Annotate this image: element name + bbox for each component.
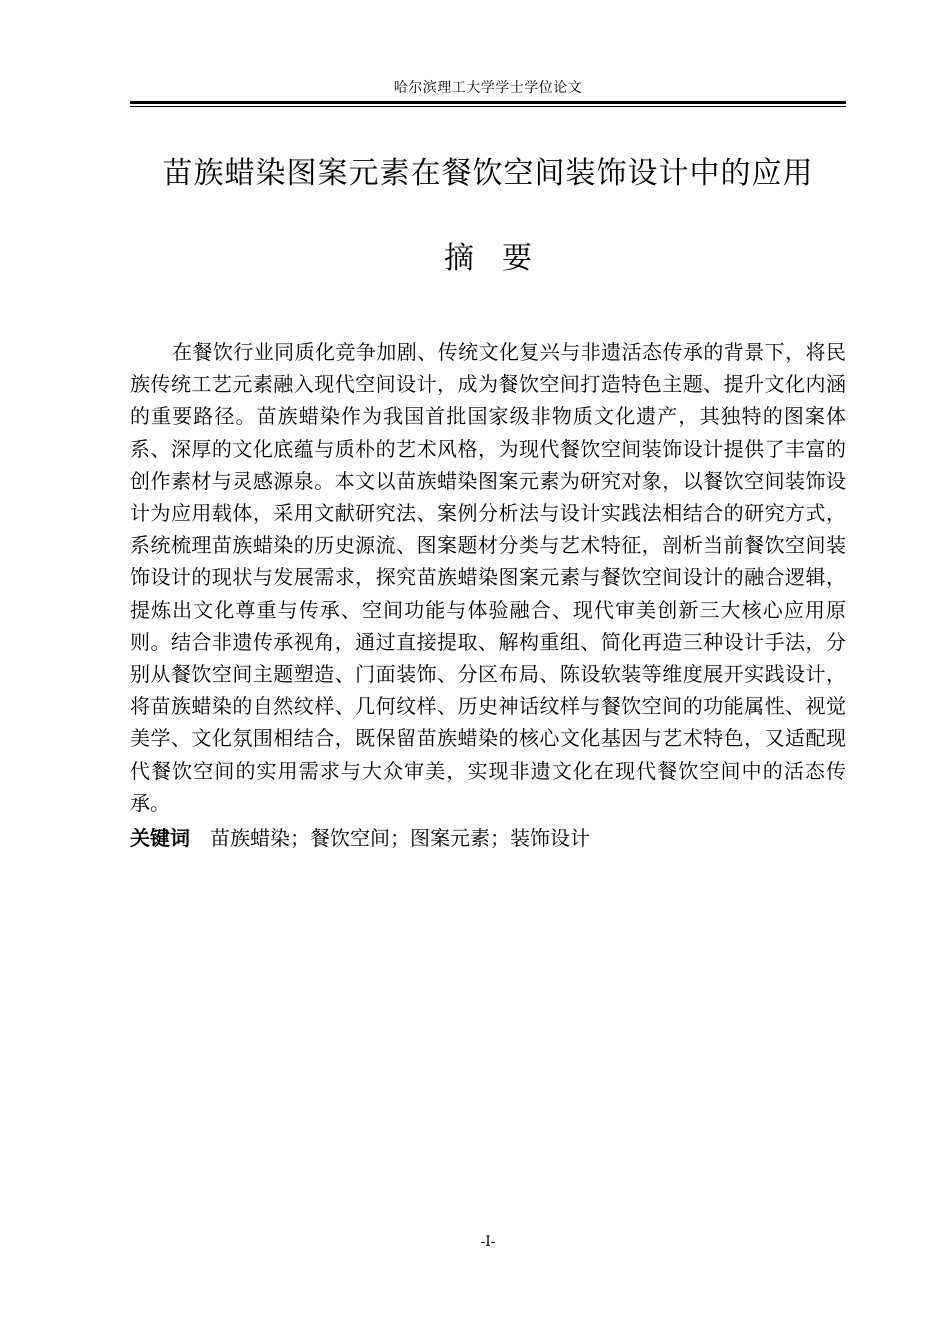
abstract-body: 在餐饮行业同质化竞争加剧、传统文化复兴与非遗活态传承的背景下，将民族传统工艺元素融入现代空间设计，成为餐饮空间打造特色主题、提升文化内涵的重要路径。苗族蜡染作为我国首批国家级非物质文化遗产，其独特的图案体系、深厚的文化底蕴与质朴的艺术风格，为现代餐饮空间装饰设计提供了丰富的创作素材与灵感源泉。本文以苗族蜡染图案元素为研究对象，以餐饮空间装饰设计为应用载体，采用文献研究法、案例分析法与设计实践法相结合的研究方式，系统梳理苗族蜡染的历史源流、图案题材分类与艺术特征，剖析当前餐饮空间装饰设计的现状与发展需求，探究苗族蜡染图案元素与餐饮空间设计的融合逻辑，提炼出文化尊重与传承、空间功能与体验融合、现代审美创新三大核心应用原则。结合非遗传承视角，通过直接提取、解构重组、简化再造三种设计手法，分别从餐饮空间主题塑造、门面装饰、分区布局、陈设软装等维度展开实践设计，将苗族蜡染的自然纹样、几何纹样、历史神话纹样与餐饮空间的功能属性、视觉美学、文化氛围相结合，既保留苗族蜡染的核心文化基因与艺术特色，又适配现代餐饮空间的实用需求与大众审美，实现非遗文化在现代餐饮空间中的活态传承。: [130, 340, 846, 815]
header-rule-thin: [130, 106, 846, 107]
keywords-line: [130, 822, 846, 854]
keywords-value: 苗族蜡染；餐饮空间；图案元素；装饰设计: [210, 826, 590, 850]
thesis-title: 苗族蜡染图案元素在餐饮空间装饰设计中的应用: [162, 156, 814, 191]
abstract-heading: 摘要: [444, 241, 560, 276]
page-number: -I-: [480, 1234, 496, 1250]
keywords-label: 关键词: [130, 826, 190, 850]
running-header: 哈尔滨理工大学学士学位论文: [393, 80, 583, 96]
header-rule-thick: [130, 101, 846, 104]
